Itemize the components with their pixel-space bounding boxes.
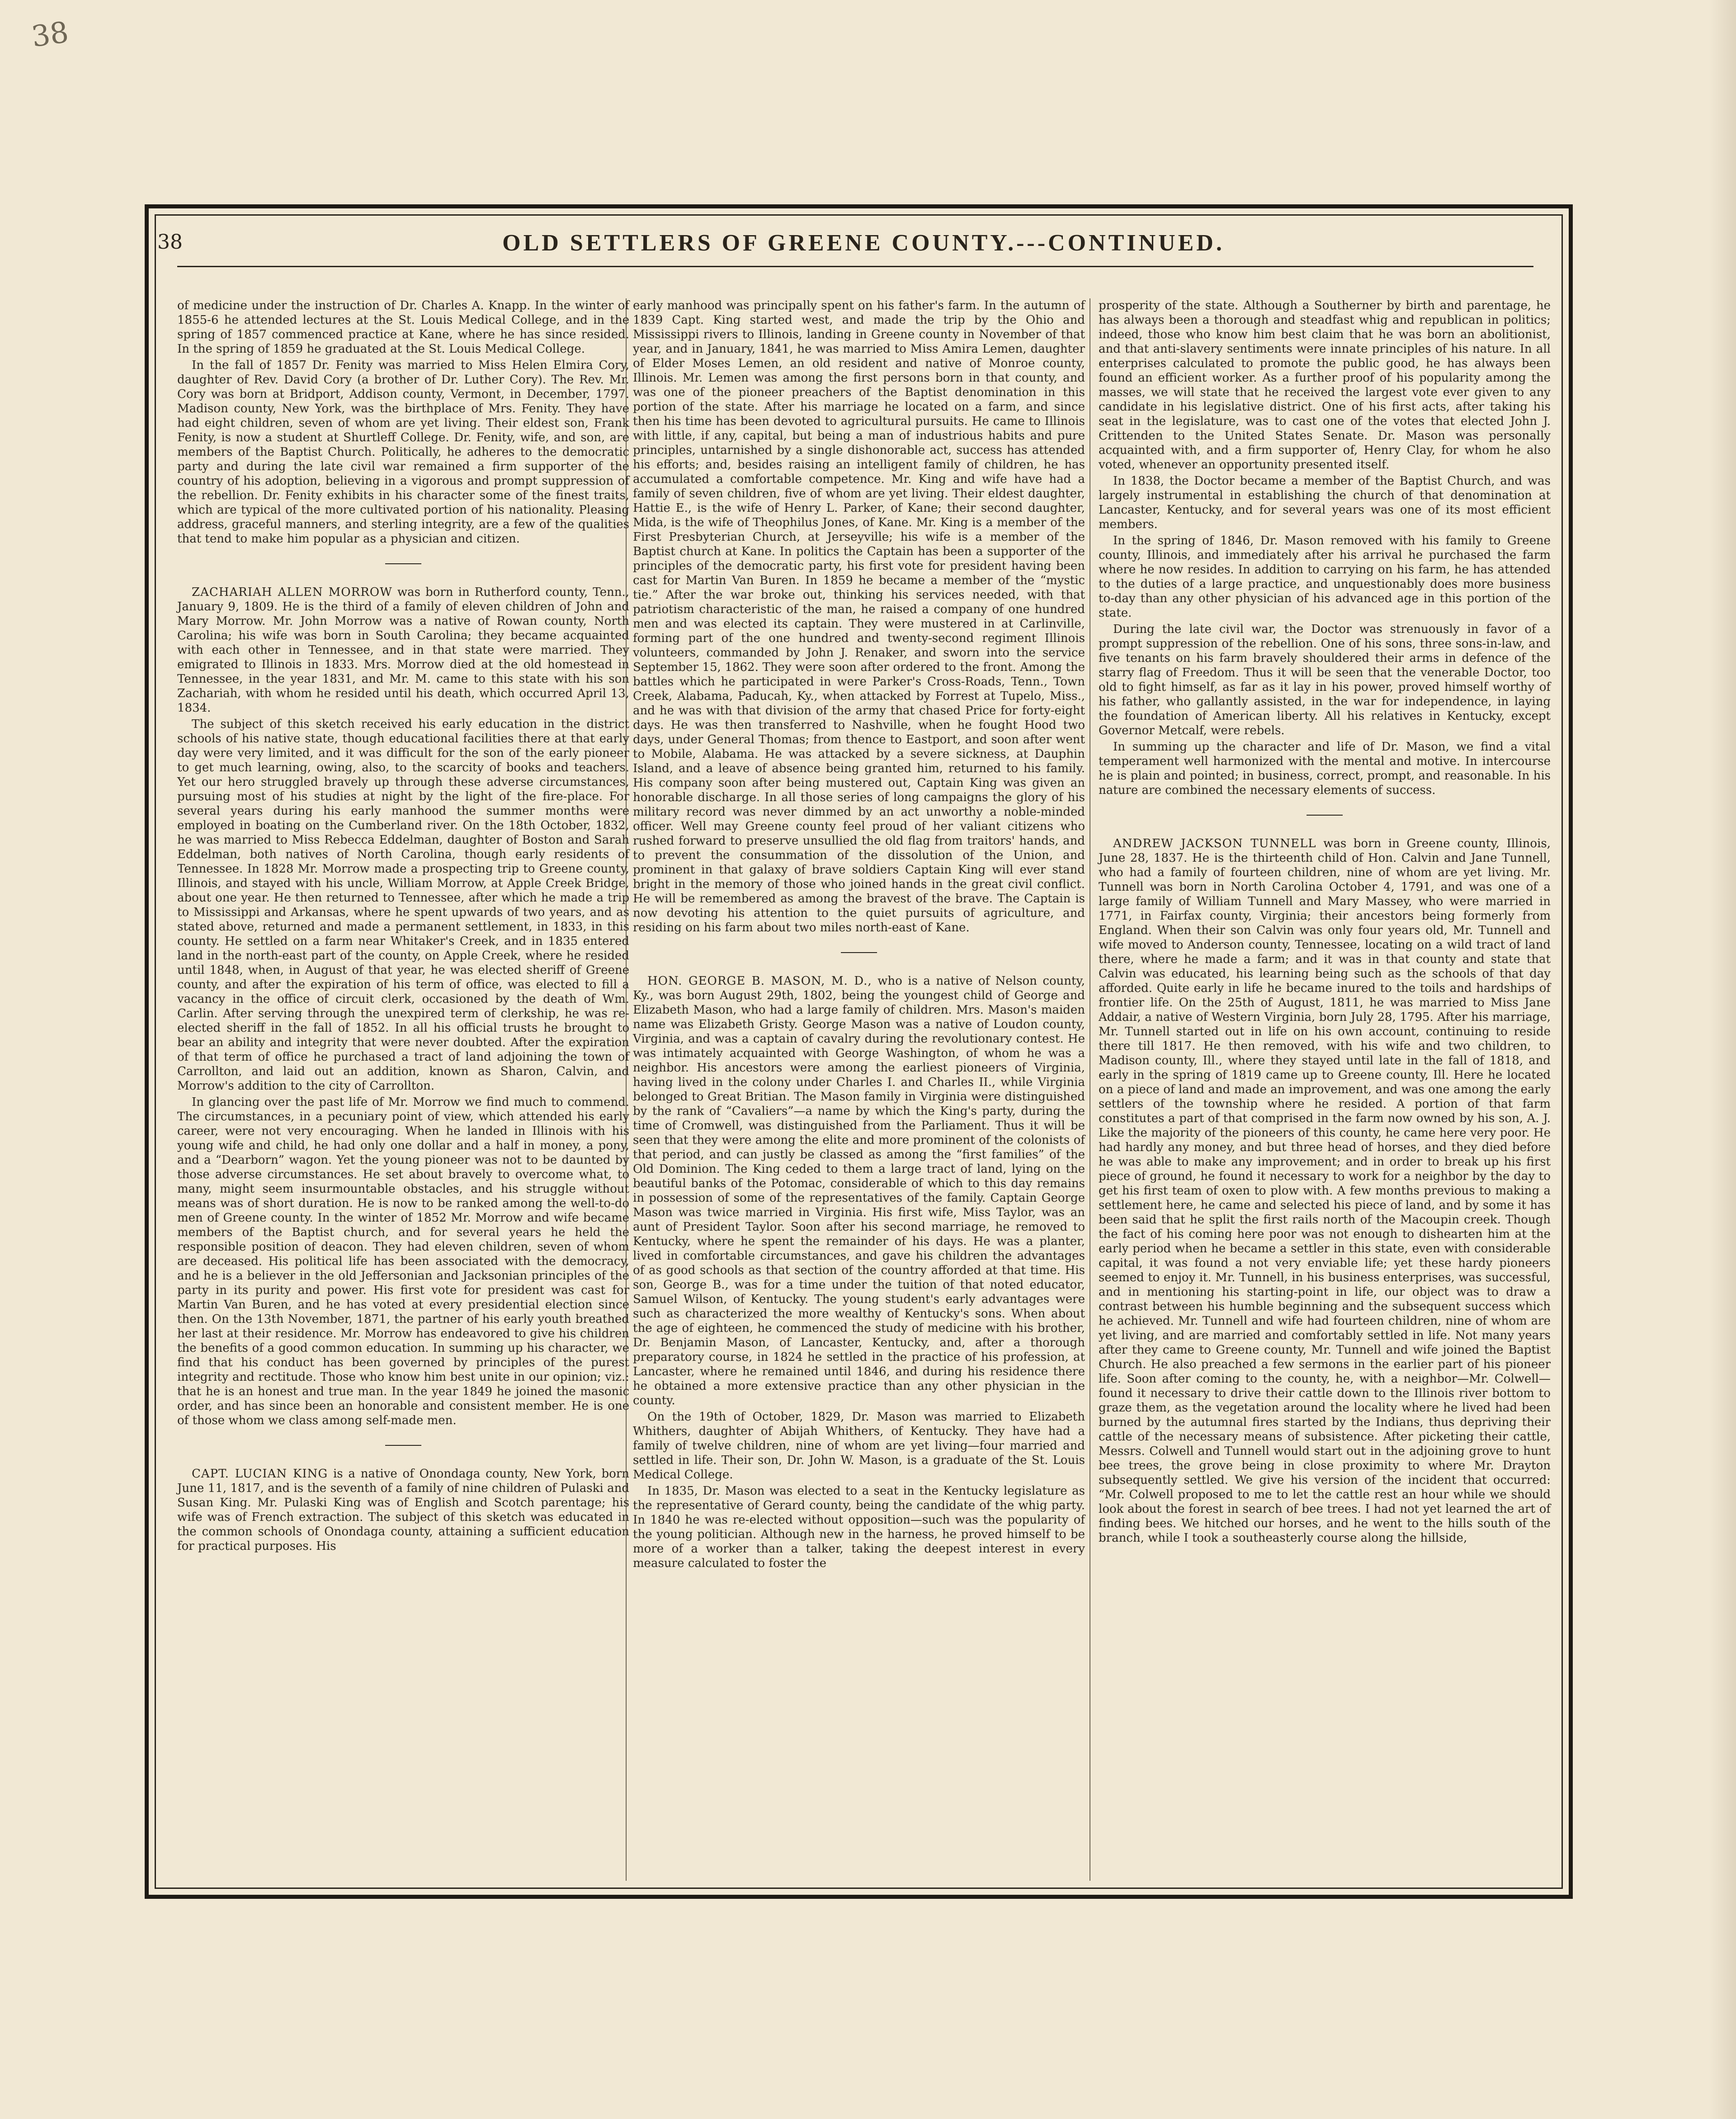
paragraph-text: of medicine under the instruction of Dr. Charles A. Knapp. In the winter of 1855-6 he attended lectures at the St. Louis Medical College, and in the spring of 1857 commenced practice at Kane, where he has since resided. In the spring of 1859 he graduated at the St. Louis Medical College. [177,299,629,356]
section-separator [1307,815,1343,816]
text-column-3 [1099,298,1551,1547]
section-separator [385,563,421,564]
paragraph [633,1484,1085,1571]
biography-name: ZACHARIAH ALLEN MORROW [192,585,392,599]
paragraph-text: On the 19th of October, 1829, Dr. Mason was married to Elizabeth Whithers, daughter of Abijah Whithers, of Kentucky. They have had a family of twelve children, nine of whom are yet living—four married and settled in life. Their son, Dr. John W. Mason, is a graduate of the St. Louis Medical College. [633,1410,1085,1482]
biography-intro-paragraph [633,974,1085,1408]
paragraph-text: who is a native of Nelson county, Ky., was born August 29th, 1802, being the youngest child of George and Elizabeth Mason, who had a large family of children. Mrs. Mason's maiden name was Elizabeth Gristy. George Mason was a native of Loudon county, Virginia, and was a captain of cavalry during the revolutionary contest. He was intimately acquainted with George Washington, of whom he was a neighbor. His ancestors were among the earliest pioneers of Virginia, having lived in the colony under Charles I. and Charles II., while Virginia belonged to Great Britian. The Mason family in Virginia were distinguished by the rank of “Cavaliers”—a name by which the King's party, during the time of Cromwell, was distinguished from the Parliament. Thus it will be seen that they were among the elite and more prominent of the colonists of that period, and can justly be classed as among the “first families” of the Old Dominion. The King ceded to them a large tract of land, lying on the beautiful banks of the Potomac, considerable of which to this day remains in possession of some of the representatives of the family. Captain George Mason was twice married in Virginia. His first wife, Miss Taylor, was an aunt of President Taylor. Soon after his second marriage, he removed to Kentucky, where he spent the remainder of his days. He was a planter, lived in comfortable circumstances, and gave his children the advantages of as good schools as that section of the country afforded at that time. His son, George B., was for a time under the tuition of that noted educator, Samuel Wilson, of Kentucky. The young student's early advantages were such as characterized the more wealthy of Kentucky's sons. When about the age of eighteen, he commenced the study of medicine with his brother, Dr. Benjamin Mason, of Lancaster, Kentucky, and, after a thorough preparatory course, in 1824 he settled in the practice of his profession, at Lancaster, where he remained until 1846, and during his residence there he obtained a more extensive practice than any other physician in the county. [633,974,1085,1407]
paragraph [177,717,629,1093]
paragraph-text: was born in Rutherford county, Tenn., January 9, 1809. He is the third of a family of eleven children of John and Mary Morrow. Mr. John Morrow was a native of Rowan county, North Carolina; his wife was born in South Carolina; they became acquainted with each other in Tennessee, and in that state were married. They emigrated to Illinois in 1833. Mrs. Morrow died at the old homestead in Tennessee, in the year 1831, and Mr. M. came to this state with his son Zachariah, with whom he resided until his death, which occurred April 13, 1834. [177,585,629,715]
paragraph-text: was born in Greene county, Illinois, June 28, 1837. He is the thirteenth child of Hon. Calvin and Jane Tunnell, who had a family of fourteen children, nine of whom are yet living. Mr. Tunnell was born in North Carolina October 4, 1791, and was one of a large family of William Tunnell and Mary Massey, who were married in 1771, in Fairfax county, Virginia; their ancestors being formerly from England. When their son Calvin was only four years old, Mr. Tunnell and wife moved to Anderson county, Tennessee, locating on a wild tract of land there, where he made a farm; and it was in that county and state that Calvin was educated, his learning being such as the schools of that day afforded. Quite early in life he became inured to the toils and hardships of frontier life. On the 25th of August, 1811, he was married to Miss Jane Addair, a native of Western Virginia, born July 28, 1795. After his marriage, Mr. Tunnell started out in life on his own account, continuing to reside there till 1817. He then removed, with his wife and two children, to Madison county, Ill., where they stayed until late in the fall of 1818, and early in the spring of 1819 came up to Greene county, Ill. Here he located on a piece of land and made an improvement, and was one among the early settlers of the township where he resided. A portion of that farm constitutes a part of that comprised in the farm now owned by his son, A. J. Like the majority of the pioneers of this county, he came here very poor. He had hardly any money, and but three head of horses, and they died before he was able to make any improvement; and in order to break up his first piece of ground, he found it necessary to work for a neighbor by the day to get his first team of oxen to plow with. A few months previous to making a settlement here, he came and selected his piece of land, and by some it has been said that he split the first rails north of the Macoupin creek. Though the fact of his coming here poor was not enough to dishearten him at the early period when he became a settler in this state, even with considerable capital, it was found a not very enviable life; yet these hardy pioneers seemed to enjoy it. Mr. Tunnell, in his business enterprises, was successful, and in mentioning his starting-point in life, our object was to draw a contrast between his humble beginning and the subsequent success which he achieved. Mr. Tunnell and wife had fourteen children, nine of whom are yet living, and are married and comfortably settled in life. Not many years after they came to Greene county, Mr. Tunnell and wife joined the Baptist Church. He also preached a few sermons in the earlier part of his pioneer life. Soon after coming to the county, he, with a neighbor—Mr. Colwell—found it necessary to drive their cattle down to the Illinois river bottom to graze them, as the vegetation around the locality where he lived had been burned by the autumnal fires started by the Indians, thus depriving their cattle of the necessary means of subsistence. After picketing their cattle, Messrs. Colwell and Tunnell would start out in the adjoining grove to hunt bee trees, the grove being in close proximity to where Mr. Drayton subsequently settled. We give his version of the incident that occurred: “Mr. Colwell proposed to me to let the cattle rest an hour while we should look about the forest in search of bee trees. I had not yet learned the art of finding bees. We hitched our horses, and he went to the hills south of the branch, while I took a southeasterly course along the hillside, [1099,837,1551,1545]
paragraph-text: During the late civil war, the Doctor was strenuously in favor of a prompt suppression of the rebellion. One of his sons, three sons-in-law, and five tenants on his farm bravely shouldered their arms in defence of the starry flag of Freedom. Thus it will be seen that the venerable Doctor, too old to fight himself, as far as it lay in his power, proved himself worthy of his father, who gallantly assisted, in the war for independence, in laying the foundation of American liberty. All his relatives in Kentucky, except Governor Metcalf, were rebels. [1099,623,1551,737]
paragraph-text: The subject of this sketch received his early education in the district schools of his native state, though educational facilities there at that early day were very limited, and it was difficult for the son of the early pioneer to get much learning, owing, also, to the scarcity of books and teachers. Yet our hero struggled bravely up through these adverse circumstances, pursuing most of his studies at night by the light of the fire-place. For several years during his early manhood the summer months were employed in boating on the Cumberland river. On the 18th October, 1832, he was married to Miss Rebecca Eddelman, daughter of Boston and Sarah Eddelman, both natives of North Carolina, though early residents of Tennessee. In 1828 Mr. Morrow made a prospecting trip to Greene county, Illinois, and stayed with his uncle, William Morrow, at Apple Creek Bridge, about one year. He then returned to Tennessee, after which he made a trip to Mississippi and Arkansas, where he spent upwards of two years, and as stated above, returned and made a permanent settlement, in 1833, in this county. He settled on a farm near Whitaker's Creek, and in 1835 entered land in the north-east part of the county, on Apple Creek, where he resided until 1848, when, in August of that year, he was elected sheriff of Greene county, and after the expiration of his term of office, was elected to fill a vacancy in the office of circuit clerk, occasioned by the death of Wm. Carlin. After serving through the unexpired term of clerkship, he was re-elected sheriff in the fall of 1852. In all his official trusts he brought to bear an ability and integrity that were never doubted. After the expiration of that term of office he purchased a tract of land adjoining the town of Carrollton, and laid out an addition, known as Sharon, Calvin, and Morrow's addition to the city of Carrollton. [177,717,629,1093]
paragraph-text: In glancing over the past life of Mr. Morrow we find much to commend. The circumstances, in a pecuniary point of view, which attended his early career, were not very encouraging. When he landed in Illinois with his young wife and child, he had only one dollar and a half in money, a pony, and a “Dearborn” wagon. Yet the young pioneer was not to be daunted by those adverse circumstances. He set about bravely to overcome what, to many, might seem insurmountable obstacles, and his struggle without means was of short duration. He is now to be ranked among the well-to-do men of Greene county. In the winter of 1852 Mr. Morrow and wife became members of the Baptist church, and for several years he held the responsible position of deacon. They had eleven children, seven of whom are deceased. His political life has been associated with the democracy, and he is a believer in the old Jeffersonian and Jacksonian principles of the party in its purity and power. His first vote for president was cast for Martin Van Buren, and he has voted at every presidential election since then. On the 13th November, 1871, the partner of his early youth breathed her last at their residence. Mr. Morrow has endeavored to give his children the benefits of a good common education. In summing up his character, we find that his conduct has been governed by principles of the purest integrity and rectitude. Those who know him best unite in our opinion; viz.: that he is an honest and true man. In the year 1849 he joined the masonic order, and has since been an honorable and consistent member. He is one of those whom we class among self-made men. [177,1095,629,1427]
biography-name: CAPT. LUCIAN KING [192,1467,328,1481]
page-title: OLD SETTLERS OF GREENE COUNTY.---CONTINUED. [502,230,1225,256]
paragraph [1099,740,1551,798]
header-rule [177,266,1533,267]
paragraph [1099,298,1551,472]
paragraph [633,1410,1085,1482]
biography-intro-paragraph [1099,836,1551,1545]
paragraph-text: In the spring of 1846, Dr. Mason removed with his family to Greene county, Illinois, and immediately after his arrival he purchased the farm where he now resides. In addition to carrying on his farm, he has attended to the duties of a large practice, and unquestionably does more business to-day than any other physician of his advanced age in this portion of the state. [1099,534,1551,620]
paragraph-text: is a native of Onondaga county, New York, born June 11, 1817, and is the seventh of a family of nine children of Pulaski and Susan King. Mr. Pulaski King was of English and Scotch parentage; his wife was of French extraction. The subject of this sketch was educated in the common schools of Onondaga county, attaining a sufficient education for practical purposes. His [177,1467,630,1553]
page-number: 38 [157,231,183,254]
paragraph-text: In 1835, Dr. Mason was elected to a seat in the Kentucky legislature as the representative of Gerard county, being the candidate of the whig party. In 1840 he was re-elected without opposition—such was the popularity of the young politician. Although new in the harness, he proved himself to be more of a worker than a talker, taking the deepest interest in every measure calculated to foster the [633,1484,1085,1570]
biography-name: ANDREW JACKSON TUNNELL [1113,837,1316,850]
page-edge-shadow [1709,0,1736,2119]
paragraph [1099,533,1551,620]
paragraph [177,298,629,356]
margin-note: 38 [29,15,71,54]
biography-name: HON. GEORGE B. MASON, M. D., [647,974,872,988]
paragraph-text: prosperity of the state. Although a Southerner by birth and parentage, he has always been a thorough and steadfast whig and republican in politics; indeed, those who know him best claim that he was born an abolitionist, and that anti-slavery sentiments were innate principles of his nature. In all enterprises calculated to promote the public good, he has always been found an efficient worker. As a further proof of his popularity among the masses, we will state that he received the largest vote ever given to any candidate in his legislative district. One of his first acts, after taking his seat in the legislature, was to cast one of the votes that elected John J. Crittenden to the United States Senate. Dr. Mason was personally acquainted with, and a firm supporter of, Henry Clay, for whom he also voted, whenever an opportunity presented itself. [1099,299,1551,472]
paragraph [177,1095,629,1428]
biography-intro-paragraph [177,1467,629,1553]
paragraph-text: In 1838, the Doctor became a member of the Baptist Church, and was largely instrumental in establishing the church of that denomination at Lancaster, Kentucky, and for several years was one of its most efficient members. [1099,474,1551,531]
paragraph-text: early manhood was principally spent on his father's farm. In the autumn of 1839 Capt. King started west, and made the trip by the Ohio and Mississippi rivers to Illinois, landing in Greene county in November of that year, and in January, 1841, he was married to Miss Amira Lemen, daughter of Elder Moses Lemen, an old resident and native of Monroe county, Illinois. Mr. Lemen was among the first persons born in that county, and was one of the pioneer preachers of the Baptist denomination in this portion of the state. After his marriage he located on a farm, and since then his time has been devoted to agricultural pursuits. He came to Illinois with little, if any, capital, but being a man of industrious habits and pure principles, untarnished by a single dishonorable act, success has attended his efforts; and, besides raising an intelligent family of children, he has accumulated a comfortable competence. Mr. King and wife have had a family of seven children, five of whom are yet living. Their eldest daughter, Hattie E., is the wife of Henry L. Parker, of Kane; their second daughter, Mida, is the wife of Theophilus Jones, of Kane. Mr. King is a member of the First Presbyterian Church, at Jerseyville; his wife is a member of the Baptist church at Kane. In politics the Captain has been a supporter of the principles of the democratic party, his first vote for president having been cast for Martin Van Buren. In 1859 he became a member of the “mystic tie.” After the war broke out, thinking his services needed, with that patriotism characteristic of the man, he raised a company of one hundred men and was elected its captain. They were mustered in at Carlinville, forming part of the one hundred and twenty-second regiment Illinois volunteers, commanded by John J. Renaker, and sworn into the service September 15, 1862. They were soon after ordered to the front. Among the battles which he participated in were Parker's Cross-Roads, Tenn., Town Creek, Alabama, Paducah, Ky., when attacked by Forrest at Tupelo, Miss., and he was with that division of the army that chased Price for forty-eight days. He was then transferred to Nashville, when he fought Hood two days, under General Thomas; from thence to Eastport, and soon after went to Mobile, Alabama. He was attacked by a severe sickness, at Dauphin Island, and a leave of absence being granted him, returned to his family. His company soon after being mustered out, Captain King was given an honorable discharge. In all those series of long campaigns the glory of his military record was never dimmed by an act unworthy a noble-minded officer. Well may Greene county feel proud of her valiant citizens who rushed forward to preserve unsullied the old flag from traitors' hands, and to prevent the consummation of the dissolution of the Union, and prominent in that galaxy of brave soldiers Captain King will ever stand bright in the memory of those who joined hands in the great civil conflict. He will be remembered as among the bravest of the brave. The Captain is now devoting his attention to the quiet pursuits of agriculture, and residing on his farm about two miles north-east of Kane. [633,299,1085,934]
biography-intro-paragraph [177,585,629,715]
paragraph [633,298,1085,935]
section-separator [385,1445,421,1446]
paragraph-text: In the fall of 1857 Dr. Fenity was married to Miss Helen Elmira Cory, daughter of Rev. David Cory (a brother of Dr. Luther Cory). The Rev. Mr. Cory was born at Bridport, Addison county, Vermont, in December, 1797. Madison county, New York, was the birthplace of Mrs. Fenity. They have had eight children, seven of whom are yet living. Their eldest son, Frank Fenity, is now a student at Shurtleff College. Dr. Fenity, wife, and son, are members of the Baptist Church. Politically, he adheres to the democratic party and during the late civil war remained a firm supporter of the country of his adoption, believing in a vigorous and prompt suppression of the rebellion. Dr. Fenity exhibits in his character some of the finest traits, which are typical of the more cultivated portion of his nationality. Pleasing address, graceful manners, and sterling integrity, are a few of the qualities that tend to make him popular as a physician and citizen. [177,359,629,546]
text-column-1 [177,298,629,1555]
paragraph [1099,622,1551,738]
text-column-2 [633,298,1085,1572]
paragraph [1099,474,1551,532]
section-separator [841,952,877,953]
paragraph-text: In summing up the character and life of Dr. Mason, we find a vital temperament well harmonized with the mental and motive. In intercourse he is plain and pointed; in business, correct, prompt, and reasonable. In his nature are combined the necessary elements of success. [1099,740,1551,797]
paragraph [177,358,629,546]
